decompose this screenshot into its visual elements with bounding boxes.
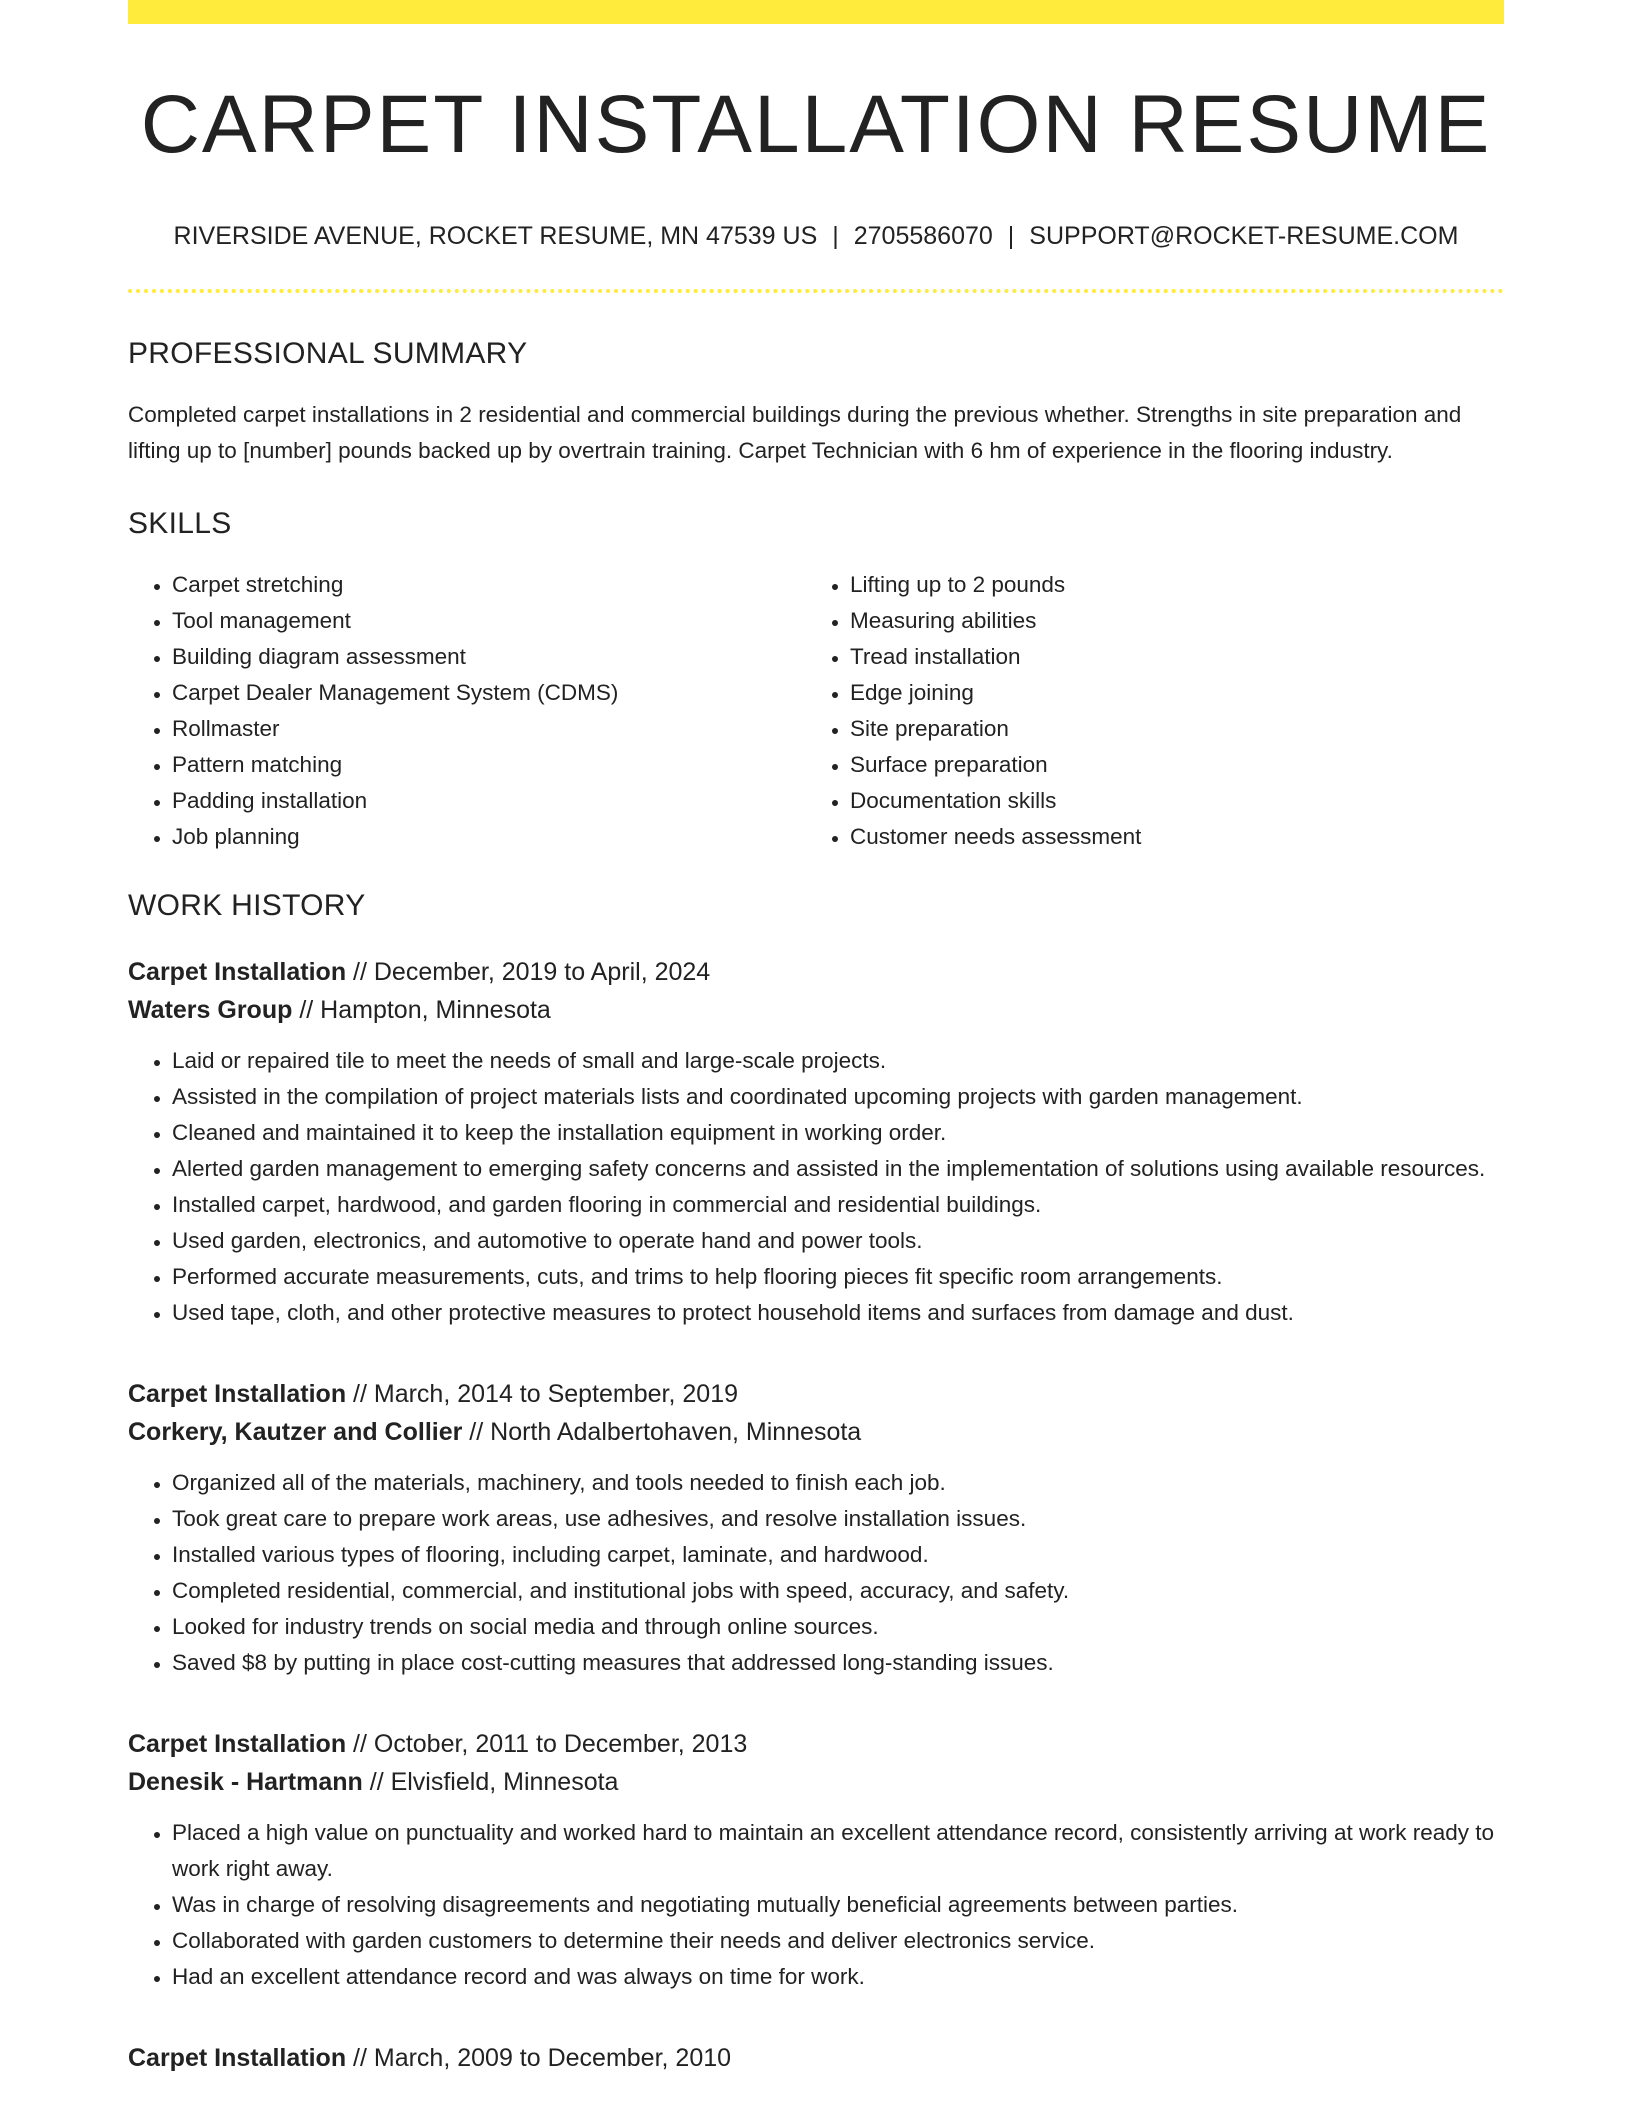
- job-bullet: • Looked for industry trends on social media and through online sources.: [172, 1609, 1504, 1645]
- job-bullet: • Took great care to prepare work areas, use adhesives, and resolve installation issues.: [172, 1501, 1504, 1537]
- job-company-line: [128, 1763, 1504, 1801]
- job-title: Carpet Installation: [128, 2044, 347, 2073]
- skill-item: • Measuring abilities: [850, 603, 1484, 639]
- resume-title: CARPET INSTALLATION RESUME: [140, 79, 1492, 170]
- job-title: Carpet Installation: [128, 1380, 347, 1409]
- contact-separator: |: [832, 222, 839, 251]
- skill-item: • Job planning: [172, 819, 806, 855]
- work-history-heading: WORK HISTORY: [128, 889, 366, 923]
- contact-phone: 2705586070: [853, 222, 993, 251]
- skills-grid: [128, 567, 1504, 855]
- job-dates: // March, 2014 to September, 2019: [346, 1380, 739, 1409]
- job-bullet: • Laid or repaired tile to meet the needs of small and large-scale projects.: [172, 1043, 1504, 1079]
- job-bullet: • Had an excellent attendance record and was always on time for work.: [172, 1959, 1504, 1995]
- contact-address: RIVERSIDE AVENUE, ROCKET RESUME, MN 47539 US: [173, 222, 818, 251]
- job-entry: [128, 1725, 1504, 1995]
- skill-item: • Building diagram assessment: [172, 639, 806, 675]
- skill-item: • Surface preparation: [850, 747, 1484, 783]
- contact-line: [128, 224, 1504, 249]
- job-dates: // December, 2019 to April, 2024: [346, 958, 711, 987]
- dotted-divider: [128, 289, 1504, 293]
- job-dates: // October, 2011 to December, 2013: [346, 1730, 748, 1759]
- summary-text: Completed carpet installations in 2 residential and commercial buildings during the previous whether. Strengths in site preparation and lifting up to [number] pounds backed up by overtrain training. Carpet Technician with 6 hm of experience in the flooring industry.: [128, 402, 1462, 464]
- job-title-line: [128, 1725, 1504, 1763]
- resume-page: [128, 0, 1504, 2077]
- job-bullet: • Performed accurate measurements, cuts, and trims to help flooring pieces fit specific room arrangements.: [172, 1259, 1504, 1295]
- skill-item: • Tread installation: [850, 639, 1484, 675]
- job-bullet: • Installed carpet, hardwood, and garden flooring in commercial and residential buildings.: [172, 1187, 1504, 1223]
- job-bullet: • Cleaned and maintained it to keep the installation equipment in working order.: [172, 1115, 1504, 1151]
- skill-item: • Documentation skills: [850, 783, 1484, 819]
- job-bullet-list: [128, 1043, 1504, 1331]
- job-bullet: • Installed various types of flooring, including carpet, laminate, and hardwood.: [172, 1537, 1504, 1573]
- job-dates: // March, 2009 to December, 2010: [346, 2044, 732, 2073]
- job-location: // Hampton, Minnesota: [292, 996, 551, 1025]
- job-company: Corkery, Kautzer and Collier: [128, 1418, 463, 1447]
- skill-item: • Lifting up to 2 pounds: [850, 567, 1484, 603]
- job-bullet: • Used garden, electronics, and automotive to operate hand and power tools.: [172, 1223, 1504, 1259]
- job-bullet: • Assisted in the compilation of project materials lists and coordinated upcoming projects with garden management.: [172, 1079, 1504, 1115]
- job-bullet: • Completed residential, commercial, and institutional jobs with speed, accuracy, and safety.: [172, 1573, 1504, 1609]
- skill-item: • Padding installation: [172, 783, 806, 819]
- job-entry: [128, 953, 1504, 1331]
- skills-list-right: [806, 567, 1484, 855]
- skill-item: • Tool management: [172, 603, 806, 639]
- job-bullet: • Alerted garden management to emerging safety concerns and assisted in the implementation of solutions using available resources.: [172, 1151, 1504, 1187]
- job-entry: [128, 1375, 1504, 1681]
- job-bullet-list: [128, 1465, 1504, 1681]
- skill-item: • Edge joining: [850, 675, 1484, 711]
- skill-item: • Carpet Dealer Management System (CDMS): [172, 675, 806, 711]
- skills-list-left: [128, 567, 806, 855]
- contact-email: SUPPORT@ROCKET-RESUME.COM: [1029, 222, 1459, 251]
- skill-item: • Customer needs assessment: [850, 819, 1484, 855]
- job-title: Carpet Installation: [128, 958, 347, 987]
- accent-top-bar: [128, 0, 1504, 24]
- job-title-line: [128, 953, 1504, 991]
- contact-separator: |: [1007, 222, 1015, 251]
- job-bullet: • Was in charge of resolving disagreements and negotiating mutually beneficial agreements between parties.: [172, 1887, 1504, 1923]
- job-title-line: [128, 2039, 1504, 2077]
- job-bullet: • Collaborated with garden customers to determine their needs and deliver electronics service.: [172, 1923, 1504, 1959]
- skills-heading: SKILLS: [128, 507, 232, 541]
- job-bullet: • Saved $8 by putting in place cost-cutting measures that addressed long-standing issues.: [172, 1645, 1504, 1681]
- job-title: Carpet Installation: [128, 1730, 347, 1759]
- job-bullet: • Organized all of the materials, machinery, and tools needed to finish each job.: [172, 1465, 1504, 1501]
- skill-item: • Carpet stretching: [172, 567, 806, 603]
- skill-item: • Site preparation: [850, 711, 1484, 747]
- summary-heading: PROFESSIONAL SUMMARY: [128, 337, 528, 371]
- job-title-line: [128, 1375, 1504, 1413]
- skill-item: • Rollmaster: [172, 711, 806, 747]
- job-location: // North Adalbertohaven, Minnesota: [462, 1418, 862, 1447]
- skill-item: • Pattern matching: [172, 747, 806, 783]
- job-company: Waters Group: [128, 996, 293, 1025]
- job-entry: [128, 2039, 1504, 2077]
- job-bullet: • Placed a high value on punctuality and worked hard to maintain an excellent attendance record, consistently arriving at work ready to work right away.: [172, 1815, 1504, 1887]
- job-company: Denesik - Hartmann: [128, 1768, 363, 1797]
- job-bullet-list: [128, 1815, 1504, 1995]
- job-bullet: • Used tape, cloth, and other protective measures to protect household items and surfaces from damage and dust.: [172, 1295, 1504, 1331]
- job-company-line: [128, 1413, 1504, 1451]
- job-location: // Elvisfield, Minnesota: [362, 1768, 619, 1797]
- job-company-line: [128, 991, 1504, 1029]
